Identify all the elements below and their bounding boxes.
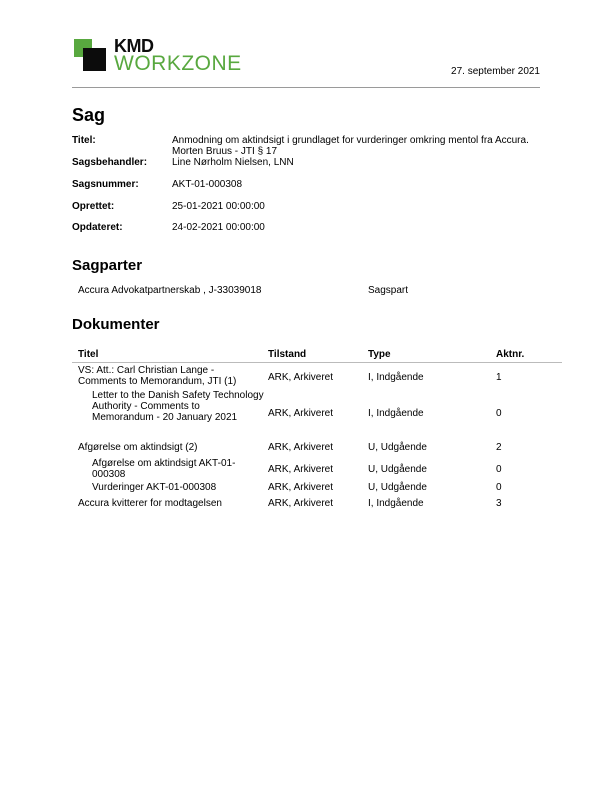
document-date: 27. september 2021 [451,66,540,77]
opdateret-value: 24-02-2021 00:00:00 [172,222,265,233]
document-title: Vurderinger AKT-01-000308 [92,482,217,493]
sag-heading: Sag [72,105,106,125]
document-type: I, Indgående [368,498,424,509]
document-type: I, Indgående [368,372,424,383]
document-tilstand: ARK, Arkiveret [268,482,334,493]
column-header-type: Type [368,349,391,360]
document-tilstand: ARK, Arkiveret [268,372,334,383]
titel-label: Titel: [72,135,96,146]
header-divider [72,87,540,88]
dokumenter-heading: Dokumenter [72,316,160,333]
kmd-workzone-logo [74,37,254,73]
document-aktnr: 0 [496,482,502,493]
document-type: I, Indgående [368,408,424,419]
oprettet-value: 25-01-2021 00:00:00 [172,201,265,212]
document-type: U, Udgående [368,442,427,453]
logo-black-square [83,48,106,71]
document-tilstand: ARK, Arkiveret [268,408,334,419]
document-type: U, Udgående [368,464,427,475]
sagsbehandler-value: Line Nørholm Nielsen, LNN [172,157,294,168]
opdateret-label: Opdateret: [72,222,123,233]
titel-value: Anmodning om aktindsigt i grundlaget for vurderinger omkring mentol fra Accura. Morten Bruus - JTI § 17 [172,135,529,157]
document-tilstand: ARK, Arkiveret [268,464,334,475]
document-tilstand: ARK, Arkiveret [268,498,334,509]
document-type: U, Udgående [368,482,427,493]
document-title: Letter to the Danish Safety Technology Authority - Comments to Memorandum - 20 January 2021 [92,390,264,423]
logo-workzone-text: WORKZONE [114,52,242,75]
oprettet-label: Oprettet: [72,201,115,212]
document-tilstand: ARK, Arkiveret [268,442,334,453]
sagparter-heading: Sagparter [72,257,143,274]
sagsbehandler-label: Sagsbehandler: [72,157,148,168]
document-aktnr: 2 [496,442,502,453]
document-title: Afgørelse om aktindsigt AKT-01-000308 [92,458,236,480]
document-aktnr: 3 [496,498,502,509]
column-header-tilstand: Tilstand [268,349,307,360]
logo-kmd-text: KMD [114,36,154,56]
document-title: Accura kvitterer for modtagelsen [78,498,222,509]
column-header-aktnr: Aktnr. [496,349,525,360]
party-name: Accura Advokatpartnerskab , J-33039018 [78,285,262,296]
document-aktnr: 0 [496,408,502,419]
party-role: Sagspart [368,285,409,296]
table-header-divider [72,362,562,363]
document-title: Afgørelse om aktindsigt (2) [78,442,198,453]
sagsnummer-value: AKT-01-000308 [172,179,243,190]
document-aktnr: 1 [496,372,502,383]
document-title: VS: Att.: Carl Christian Lange - Comments to Memorandum, JTI (1) [78,365,237,387]
document-aktnr: 0 [496,464,502,475]
column-header-titel: Titel [78,349,99,360]
sagsnummer-label: Sagsnummer: [72,179,139,190]
